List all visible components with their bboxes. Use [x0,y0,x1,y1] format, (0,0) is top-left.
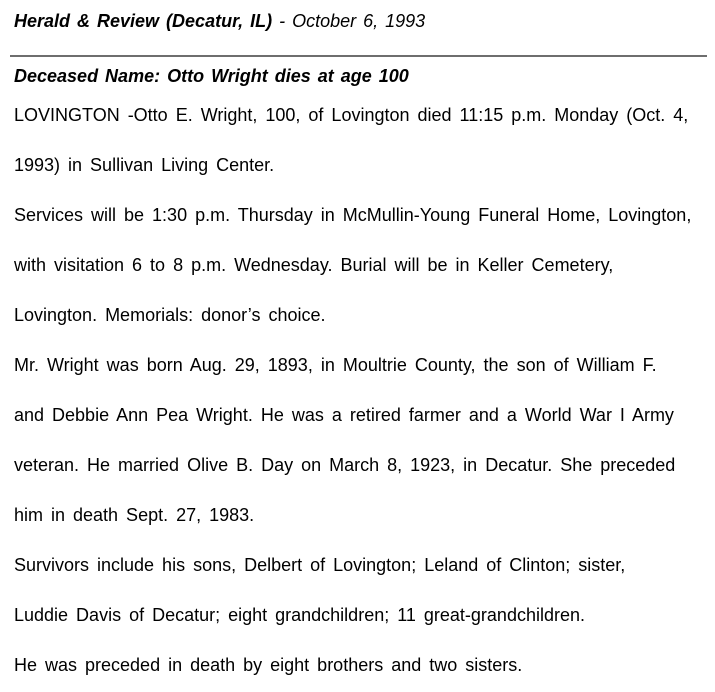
article-line: veteran. He married Olive B. Day on March 8, 1923, in Decatur. She preceded [14,455,676,475]
article-line: Luddie Davis of Decatur; eight grandchildren; 11 great-grandchildren. [14,605,585,625]
article-line: Mr. Wright was born Aug. 29, 1893, in Moultrie County, the son of William F. [14,355,657,375]
article-line: Services will be 1:30 p.m. Thursday in McMullin-Young Funeral Home, Lovington, [14,205,692,225]
article-line: with visitation 6 to 8 p.m. Wednesday. Burial will be in Keller Cemetery, [14,255,614,275]
masthead-date: - October 6, 1993 [272,11,426,31]
article-line: him in death Sept. 27, 1983. [14,505,255,525]
article-line: He was preceded in death by eight brothers and two sisters. [14,655,523,675]
masthead [14,11,701,31]
article-line: Lovington. Memorials: donor’s choice. [14,305,326,325]
headline: Deceased Name: Otto Wright dies at age 100 [14,66,409,86]
article-line: Survivors include his sons, Delbert of Lovington; Leland of Clinton; sister, [14,555,626,575]
divider-rule [10,55,707,57]
article-line: LOVINGTON -Otto E. Wright, 100, of Lovington died 11:15 p.m. Monday (Oct. 4, [14,105,689,125]
article-line: and Debbie Ann Pea Wright. He was a retired farmer and a World War I Army [14,405,674,425]
masthead-source: Herald & Review (Decatur, IL) [14,11,273,31]
article-body [14,90,701,690]
article-line: 1993) in Sullivan Living Center. [14,155,275,175]
